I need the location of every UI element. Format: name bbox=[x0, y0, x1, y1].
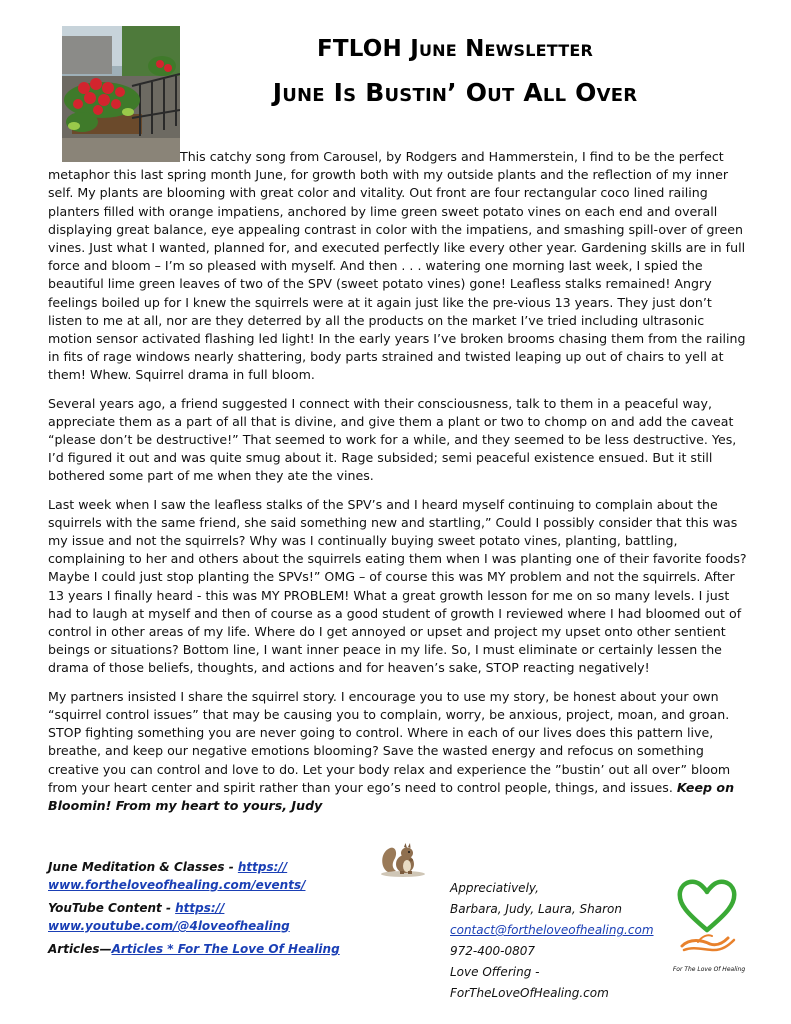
paragraph-4 bbox=[48, 688, 748, 815]
squirrel-icon bbox=[378, 838, 428, 878]
meditation-row bbox=[48, 858, 378, 894]
logo-caption: For The Love Of Healing bbox=[672, 966, 746, 973]
youtube-link[interactable]: https:// www.youtube.com/@4loveofhealing bbox=[48, 901, 290, 933]
article-body bbox=[48, 148, 748, 825]
flower-planter-photo bbox=[62, 26, 180, 162]
articles-label: Articles— bbox=[48, 942, 112, 956]
articles-link[interactable]: Articles * For The Love Of Healing bbox=[111, 942, 340, 956]
resource-links bbox=[48, 858, 378, 963]
newsletter-title: FTLOH June Newsletter bbox=[316, 36, 594, 62]
newsletter-subtitle: June Is Bustin’ Out All Over bbox=[272, 78, 638, 107]
signoff: Keep on Bloomin! From my heart to yours, Judy bbox=[48, 779, 735, 813]
youtube-label: YouTube Content - bbox=[48, 901, 176, 915]
youtube-row bbox=[48, 899, 378, 935]
phone-number: 972-400-0807 bbox=[450, 944, 536, 958]
contact-email-link[interactable]: contact@fortheloveofhealing.com bbox=[450, 923, 654, 937]
articles-row bbox=[48, 940, 378, 958]
appreciatively-text: Appreciatively, bbox=[450, 881, 539, 895]
heart-hand-logo bbox=[668, 868, 746, 968]
meditation-label: June Meditation & Classes - bbox=[48, 860, 238, 874]
paragraph-1: This catchy song from Carousel, by Rodgers and Hammerstein, I find to be the perfect metaphor this last spring month June, for growth both with my outside plants and the reflection of my inner self. My plants are blooming with great color and vitality. Out front are four rectangular coco lined railing planters filled with orange impatiens, anchored by lime green sweet potato vines on each end and overall displaying great balance, eye appealing contrast in color with the impatiens, and smashing spill-over of green vines. Just what I wanted, planned for, and executed perfectly like every other year. Gardening skills are in full force and bloom – I’m so pleased with myself. And then . . . watering one morning last week, I spied the beautiful lime green leaves of two of the SPV (sweet potato vines) gone! Leafless stalks remained! Angry feelings boiled up for I knew the squirrels were at it again just like the pre-vious 13 years. They just don’t listen to me at all, nor are they deterred by all the products on the market I’ve tried including ultrasonic motion sensor activated flashing led light! In the early years I’ve broken brooms chasing them from the railing in fits of rage windows nearly shattering, body parts strained and twisted leaping up out of chairs to yell at them! Whew. Squirrel drama in full bloom. bbox=[48, 149, 746, 383]
partner-names: Barbara, Judy, Laura, Sharon bbox=[450, 902, 622, 916]
paragraph-2: Several years ago, a friend suggested I connect with their consciousness, talk to them in a peaceful way, appreciate them as a part of all that is divine, and give them a plant or two to chomp on and add the caveat “please don’t be destructive!” That seemed to work for a while, and they seemed to be less destructive. Yes, I’d figured it out and was quite smug about it. Rage subsided; semi peaceful existence ensued. But it still bothered some part of me when they ate the vines. bbox=[48, 395, 737, 484]
love-offering-text: Love Offering - ForTheLoveOfHealing.com bbox=[450, 965, 609, 1000]
paragraph-3: Last week when I saw the leafless stalks of the SPV’s and I heard myself continuing to complain about the squirrels with the same friend, she said something new and startling,” Could I possibly consider that this was my issue and not the squirrels? Why was I continually buying sweet potato vines, planting, battling, complaining to her and others about the squirrels eating them when I was planting one of their favorite foods? Maybe I could just stop planting the SPVs!” OMG – of course this was MY problem and not the squirrels. After 13 years I finally heard - this was MY PROBLEM! What a great growth lesson for me on so many levels. I just had to laugh at myself and then of course as a good student of growth I reviewed where I had bloomed out of control in other areas of my life. Where do I get annoyed or upset and project my upset onto other sentient beings or situations? Bottom line, I want inner peace in my life. So, I must eliminate or certainly lessen the drama of those beliefs, thoughts, and actions and for heaven’s sake, STOP reacting negatively! bbox=[48, 496, 747, 676]
paragraph-4-text: My partners insisted I share the squirrel story. I encourage you to use my story, be honest about your own “squirrel control issues” that may be causing you to complain, worry, be anxious, project, moan, and groan. STOP fighting something you are never going to control. Where in each of our lives does this pattern live, breathe, and keep our negative emotions blooming? Save the wasted energy and refocus on something creative you can control and love to do. Let your body relax and experience the ”bustin’ out all over” bloom from your heart center and spirit rather than your ego’s need to control people, things, and issues. bbox=[48, 688, 731, 795]
meditation-link[interactable]: https:// www.fortheloveofhealing.com/events/ bbox=[48, 860, 306, 892]
contact-block bbox=[450, 878, 680, 1004]
